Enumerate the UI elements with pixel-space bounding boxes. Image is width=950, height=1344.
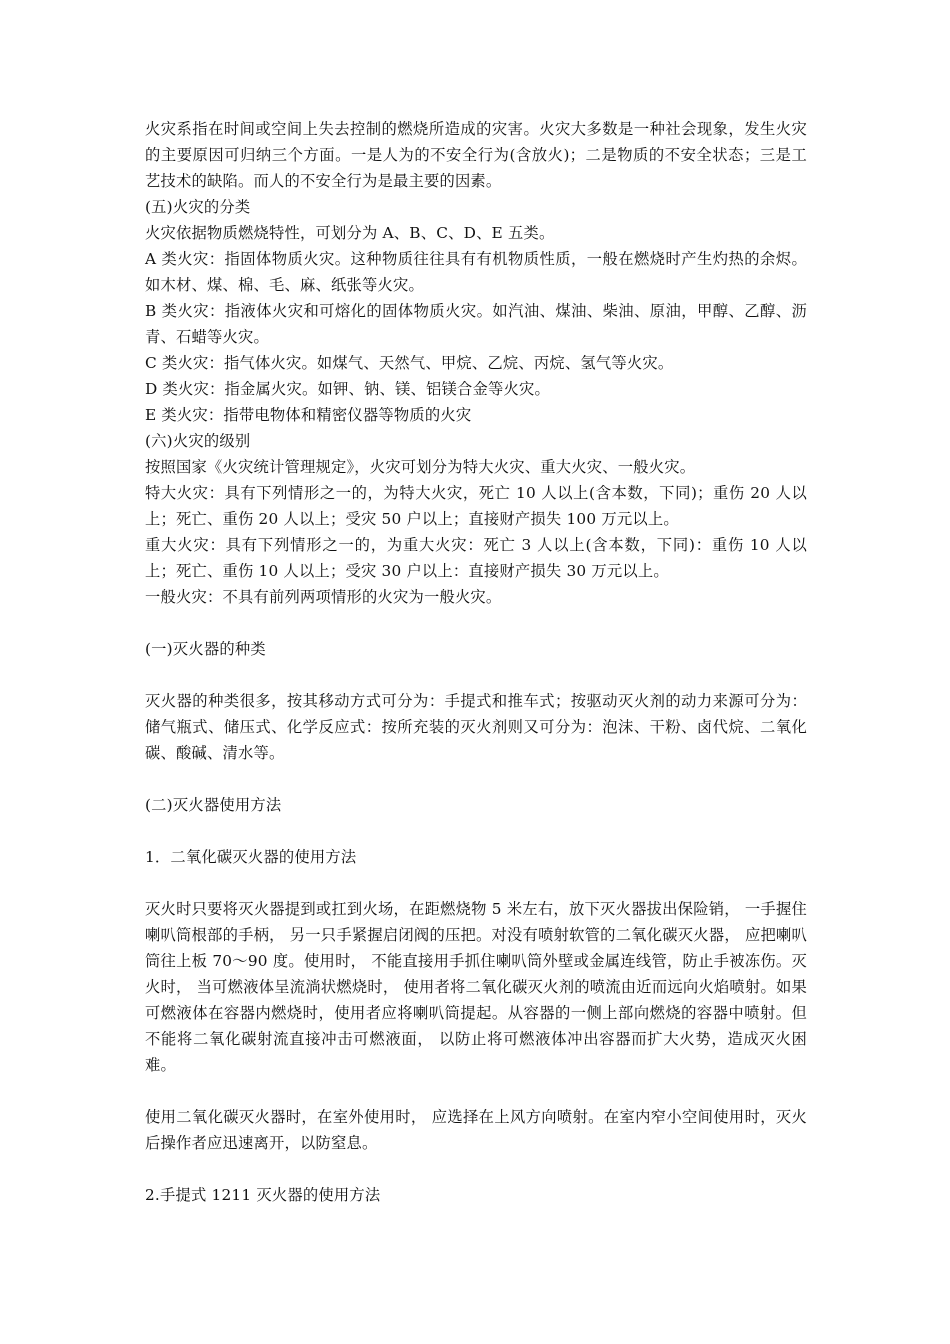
paragraph-major-fire: 重大火灾：具有下列情形之一的，为重大火灾：死亡 3 人以上(含本数，下同)：重伤 10 人以上；死亡、重伤 10 人以上；受灾 30 户以上：直接财产损失 30 万元以上。 [145,536,807,580]
spacer [145,1078,807,1104]
paragraph-class-d: D 类火灾：指金属火灾。如钾、钠、镁、铝镁合金等火灾。 [145,380,550,398]
paragraph-class-a: A 类火灾：指固体物质火灾。这种物质往往具有有机物质性质，一般在燃烧时产生灼热的余烬。如木材、煤、棉、毛、麻、纸张等火灾。 [145,250,807,294]
document-page [145,116,807,1208]
heading-co2-usage: 1．二氧化碳灭火器的使用方法 [145,848,357,866]
paragraph-levels-intro: 按照国家《火灾统计管理规定》，火灾可划分为特大火灾、重大火灾、一般火灾。 [145,458,696,476]
heading-extinguisher-usage: (二)灭火器使用方法 [145,796,282,814]
heading-fire-classification: (五)火灾的分类 [145,198,251,216]
paragraph-fire-definition: 火灾系指在时间或空间上失去控制的燃烧所造成的灾害。火灾大多数是一种社会现象，发生火灾的主要原因可归纳三个方面。一是人为的不安全行为(含放火)；二是物质的不安全状态；三是工艺技术的缺陷。而人的不安全行为是最主要的因素。 [145,120,807,190]
paragraph-extinguisher-types: 灭火器的种类很多，按其移动方式可分为：手提式和推车式；按驱动灭火剂的动力来源可分为：储气瓶式、储压式、化学反应式：按所充装的灭火剂则又可分为：泡沫、干粉、卤代烷、二氧化碳、酸碱、清水等。 [145,692,807,762]
spacer [145,818,807,844]
heading-extinguisher-types: (一)灭火器的种类 [145,640,266,658]
paragraph-class-e: E 类火灾：指带电物体和精密仪器等物质的火灾 [145,406,472,424]
paragraph-co2-precautions: 使用二氧化碳灭火器时，在室外使用时， 应选择在上风方向喷射。在室内窄小空间使用时，灭火后操作者应迅速离开，以防窒息。 [145,1108,807,1152]
heading-fire-levels: (六)火灾的级别 [145,432,251,450]
paragraph-class-c: C 类火灾：指气体火灾。如煤气、天然气、甲烷、乙烷、丙烷、氢气等火灾。 [145,354,674,372]
spacer [145,662,807,688]
paragraph-co2-usage: 灭火时只要将灭火器提到或扛到火场，在距燃烧物 5 米左右，放下灭火器拔出保险销， 一手握住喇叭筒根部的手柄， 另一只手紧握启闭阀的压把。对没有喷射软管的二氧化碳灭火器， 应把喇叭筒往上板 70～90 度。使用时， 不能直接用手抓住喇叭筒外壁或金属连线管，防止手被冻伤。灭火时， 当可燃液体呈流淌状燃烧时， 使用者将二氧化碳灭火剂的喷流由近而远向火焰喷射。如果可燃液体在容器内燃烧时，使用者应将喇叭筒提起。从容器的一侧上部向燃烧的容器中喷射。但不能将二氧化碳射流直接冲击可燃液面， 以防止将可燃液体冲出容器而扩大火势，造成灭火困难。 [145,900,807,1074]
spacer [145,1156,807,1182]
paragraph-classification-intro: 火灾依据物质燃烧特性，可划分为 A、B、C、D、E 五类。 [145,224,555,242]
paragraph-extra-large-fire: 特大火灾：具有下列情形之一的，为特大火灾，死亡 10 人以上(含本数，下同)；重伤 20 人以上；死亡、重伤 20 人以上；受灾 50 户以上；直接财产损失 100 万元以上。 [145,484,807,528]
paragraph-class-b: B 类火灾：指液体火灾和可熔化的固体物质火灾。如汽油、煤油、柴油、原油，甲醇、乙醇、沥青、石蜡等火灾。 [145,302,807,346]
spacer [145,766,807,792]
spacer [145,870,807,896]
paragraph-general-fire: 一般火灾：不具有前列两项情形的火灾为一般火灾。 [145,588,502,606]
heading-1211-usage: 2.手提式 1211 灭火器的使用方法 [145,1186,381,1204]
spacer [145,610,807,636]
